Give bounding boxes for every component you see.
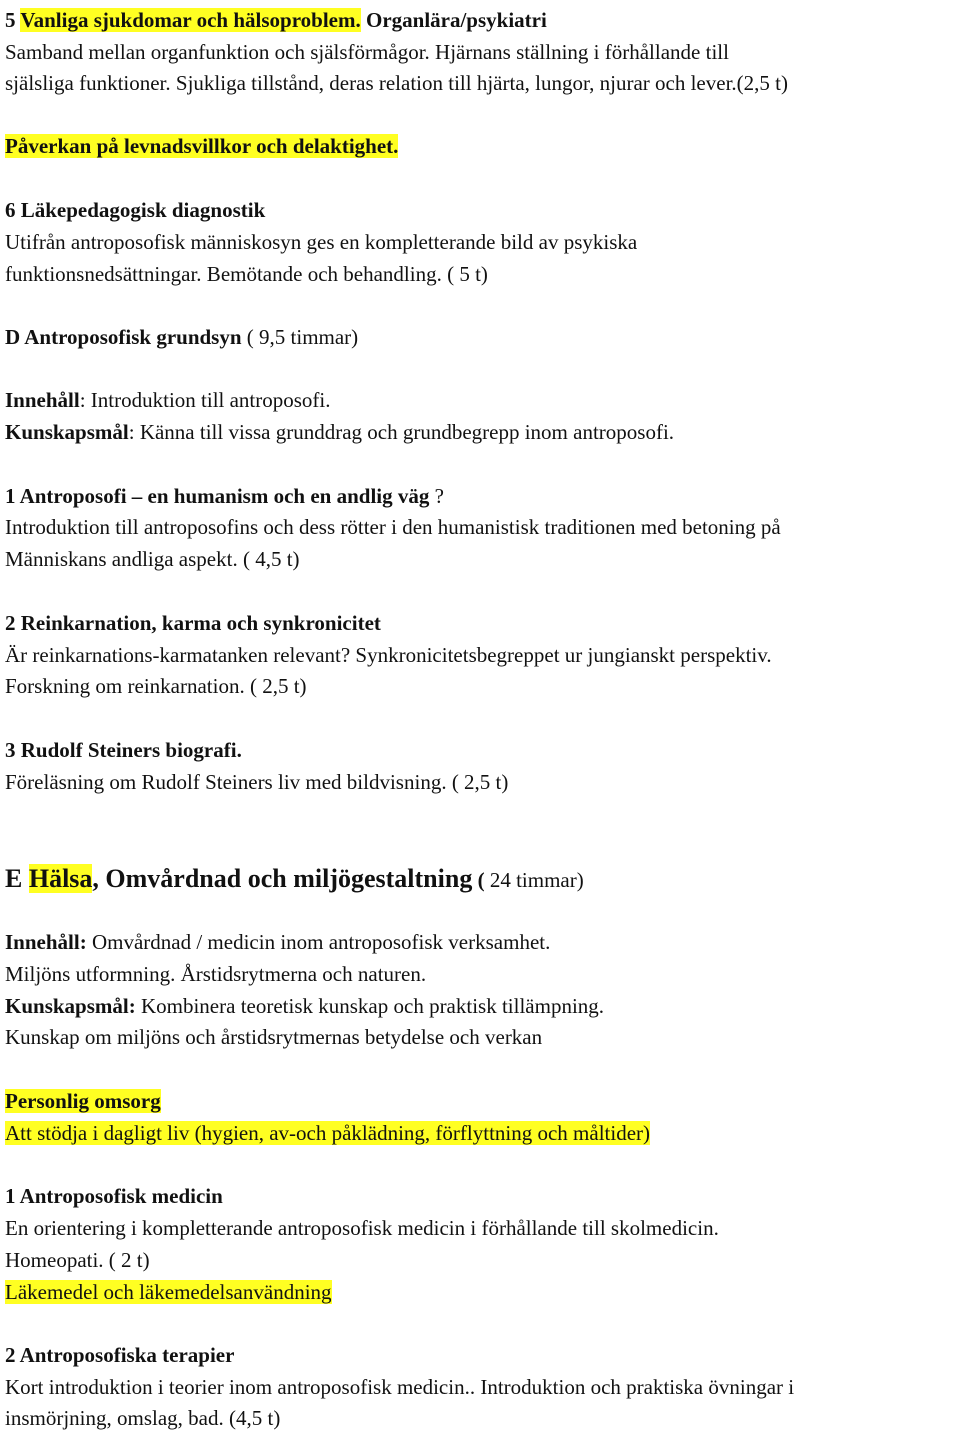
section-e1-line-1: En orientering i kompletterande antroposofisk medicin i förhållande till skolmedicin. [5,1216,719,1240]
personal-care-line: Att stödja i dagligt liv (hygien, av-och påklädning, förflyttning och måltider) [5,1121,651,1145]
section-e2-line-2: insmörjning, omslag, bad. (4,5 t) [5,1406,281,1430]
section-e-content-text: Omvårdnad / medicin inom antroposofisk verksamhet. [86,930,551,954]
section-e1-highlight-wrap [5,1276,332,1308]
section-d1-line-2: Människans andliga aspekt. ( 4,5 t) [5,547,300,571]
section-e1-line-2: Homeopati. ( 2 t) [5,1248,150,1272]
section-e-content [5,926,550,958]
section-6-line-1: Utifrån antroposofisk människosyn ges en kompletterande bild av psykiska [5,230,638,254]
section-e-goal [5,990,604,1022]
section-e-title-highlight: Hälsa [28,864,93,893]
section-6-title: 6 Läkepedagogisk diagnostik [5,198,266,222]
section-d-hours: ( 9,5 timmar) [241,325,359,349]
section-d3-line-1: Föreläsning om Rudolf Steiners liv med bildvisning. ( 2,5 t) [5,770,509,794]
section-d-heading [5,321,358,353]
section-e1-title: 1 Antroposofisk medicin [5,1184,223,1208]
section-5-line-2: själsliga funktioner. Sjukliga tillstånd, deras relation till hjärta, lungor, njurar och lever.(2,5 t) [5,71,788,95]
section-d-content-text: : Introduktion till antroposofi. [79,388,331,412]
section-5-subtitle: Organlära/psykiatri [360,8,547,32]
section-e2-line-1: Kort introduktion i teorier inom antroposofisk medicin.. Introduktion och praktiska övningar i [5,1375,795,1399]
section-d-goal [5,416,674,448]
section-5-number: 5 [5,8,21,32]
section-e-hours: 24 timmar) [484,868,584,892]
section-e-content-line-2: Miljöns utformning. Årstidsrytmerna och naturen. [5,962,427,986]
section-5-highlight-line [5,130,398,162]
section-e-content-label: Innehåll: [5,930,87,954]
section-5-heading [5,4,547,36]
section-d1-line-1: Introduktion till antroposofins och dess rötter i den humanistisk traditionen med betoning på [5,515,781,539]
section-d2-title: 2 Reinkarnation, karma och synkronicitet [5,611,381,635]
section-d-content-label: Innehåll [5,388,80,412]
section-d3-title: 3 Rudolf Steiners biografi. [5,738,242,762]
section-d-title: D Antroposofisk grundsyn [5,325,242,349]
section-e-goal-text: Kombinera teoretisk kunskap och praktisk tillämpning. [135,994,605,1018]
section-d-goal-text: : Känna till vissa grunddrag och grundbegrepp inom antroposofi. [128,420,675,444]
section-e-heading [5,860,584,898]
personal-care-title: Personlig omsorg [5,1089,161,1113]
section-d-goal-label: Kunskapsmål [5,420,129,444]
section-d2-line-1: Är reinkarnations-karmatanken relevant? Synkronicitetsbegreppet ur jungianskt perspektiv. [5,643,772,667]
section-d2-line-2: Forskning om reinkarnation. ( 2,5 t) [5,674,307,698]
personal-care-line-wrap [5,1117,650,1149]
section-e2-title: 2 Antroposofiska terapier [5,1343,235,1367]
section-6-line-2: funktionsnedsättningar. Bemötande och behandling. ( 5 t) [5,262,488,286]
personal-care-heading [5,1085,161,1117]
section-5-highlight: Påverkan på levnadsvillkor och delaktighet. [5,134,399,158]
section-e1-highlight: Läkemedel och läkemedelsanvändning [5,1280,332,1304]
section-d1-heading [5,480,444,512]
section-d-content [5,384,331,416]
section-5-line-1: Samband mellan organfunktion och själsförmågor. Hjärnans ställning i förhållande till [5,40,729,64]
section-d1-title: 1 Antroposofi – en humanism och en andlig väg [5,484,430,508]
section-5-title: Vanliga sjukdomar och hälsoproblem. [20,8,361,32]
section-e-goal-line-2: Kunskap om miljöns och årstidsrytmernas betydelse och verkan [5,1025,543,1049]
section-d1-question: ? [429,484,444,508]
section-e-goal-label: Kunskapsmål: [5,994,136,1018]
section-e-prefix: E [5,864,29,893]
section-e-title-rest: , Omvårdnad och miljögestaltning [92,864,473,893]
section-e-hours-paren: ( [472,868,485,892]
